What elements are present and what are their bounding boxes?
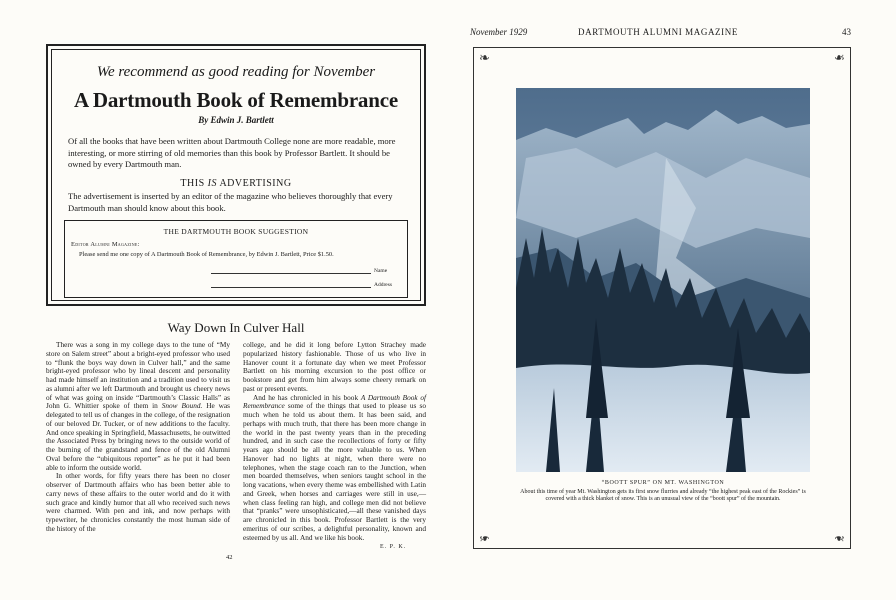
ad-heading-pre: THIS <box>180 178 208 189</box>
corner-ornament-icon: ❧ <box>479 531 490 546</box>
corner-ornament-icon: ❧ <box>834 531 845 546</box>
coupon-addressee: Editor Alumni Magazine: <box>71 241 140 248</box>
ad-recommend-line: We recommend as good reading for November <box>96 64 376 80</box>
advertisement-inner-border <box>51 49 421 301</box>
coupon-title: THE DARTMOUTH BOOK SUGGESTION <box>163 227 309 236</box>
article-column-2 <box>243 341 426 542</box>
article-text: some of the things that used to please us so much when he told us about them. It has been said, and perhaps with much truth, that there has been more change in the world in the past twenty years than in the preceding hundred, and in such case the recollections of forty or fifty years ago should be all the more valuable to us. When Hanover had no lights at night, when there were no telephones, when the stage coach ran to the Junction, when men boarded themselves, when seniors taught school in the long vacations, when every theme was embellished with Latin and Greek, when horses and carriages were still in use,—when class feeling ran high, and college men did not believe that “pranks” were unsophisticated,—all these vanished days are chronicled in this book. Professor Bartlett is the very emeritus of our scribes, a delightful personality, known and esteemed by us all. And we like his book. <box>243 401 426 542</box>
article-text: He was delegated to tell us of changes in the college, of the resignation of our beloved Dr. Tucker, or of new additions to the faculty. And once speaking in Springfield, Massachusetts, he outwitted the Associated Press by bringing news to the outside world of the burning of the grandstand and fence of the old Alumni Oval before the “ubiquitous reporter” as he put it had been able to inform the outside world. <box>46 401 230 472</box>
article-paragraph: college, and he did it long before Lytton Strachey made popularized history fashionable. Those of us who live in Hanover count it a fortunate day when we meet Professor Bartlett on his morning excursion to the post office or bookstore and get from him always some cheery remark on past or present events. <box>243 340 426 393</box>
ad-heading-post: ADVERTISING <box>217 178 292 189</box>
coupon-request: Please send me one copy of A Dartmouth Book of Remembrance, by Edwin J. Bartlett, Price $1.50. <box>79 251 334 258</box>
name-label: Name <box>374 268 388 274</box>
photo-caption-title: “BOOTT SPUR” ON MT. WASHINGTON <box>601 480 725 486</box>
article-title: Way Down In Culver Hall <box>167 320 305 335</box>
page-number-right: 43 <box>842 27 851 37</box>
article-paragraph <box>243 394 426 543</box>
article-emphasis: Snow Bound. <box>161 401 203 411</box>
order-coupon <box>64 220 408 298</box>
ad-heading <box>52 178 420 189</box>
ad-description: Of all the books that have been written about Dartmouth College none are more readable, more interesting, or more stirring of old memories than this book by Professor Bartlett. It should be owned by every Dartmouth man. <box>68 136 396 169</box>
ad-note: The advertisement is inserted by an editor of the magazine who believes thoroughly that every Dartmouth man should know about this book. <box>68 191 393 213</box>
author-initials: E. P. K. <box>380 544 407 550</box>
corner-ornament-icon: ❧ <box>834 50 845 65</box>
ad-book-title: A Dartmouth Book of Remembrance <box>74 88 398 112</box>
page-number-left: 42 <box>226 554 233 561</box>
address-label: Address <box>374 282 393 288</box>
article-column-1 <box>46 341 230 534</box>
address-fill-line[interactable] <box>211 287 371 288</box>
corner-ornament-icon: ❧ <box>479 50 490 65</box>
article-emphasis: A Dartmouth Book of Remembrance <box>243 392 426 411</box>
article-paragraph: In other words, for fifty years there has been no closer observer of Dartmouth affairs who has been better able to carry news of these affairs to the outer world and do it with such grace and kindly humor that all who received such news were charmed. With pen and ink, and now perhaps with typewriter, he chronicles constantly the most human side of the history of the <box>46 471 230 533</box>
advertisement-box <box>46 44 426 306</box>
article-paragraph <box>46 341 230 472</box>
photo-caption-text: About this time of year Mt. Washington gets its first snow flurries and already “the highest peak east of the Rockies” is covered with a thick blanket of snow. This is an unusual view of the “boott spur” of the mountain. <box>520 489 806 503</box>
running-head-date: November 1929 <box>470 27 528 37</box>
article-text: And he has chronicled in his book <box>253 392 361 402</box>
ad-author-line: By Edwin J. Bartlett <box>198 115 274 125</box>
article-text: There was a song in my college days to the tune of “My store on Salem street” about a bright-eyed professor who used to “flunk the boys way down in Culver hall,” and the same bright-eyed professor who by lineal descent and personality had made himself an institution and a tradition used to visit us as alumni after we left Dartmouth and brought us cheery news of what was going on inside “Dartmouth’s Classic Halls” as John G. Whittier spoke of them in <box>46 340 230 411</box>
running-head-magazine: DARTMOUTH ALUMNI MAGAZINE <box>578 27 738 37</box>
ad-heading-em: IS <box>207 178 217 189</box>
mountain-photo-icon <box>516 88 810 472</box>
name-fill-line[interactable] <box>211 273 371 274</box>
